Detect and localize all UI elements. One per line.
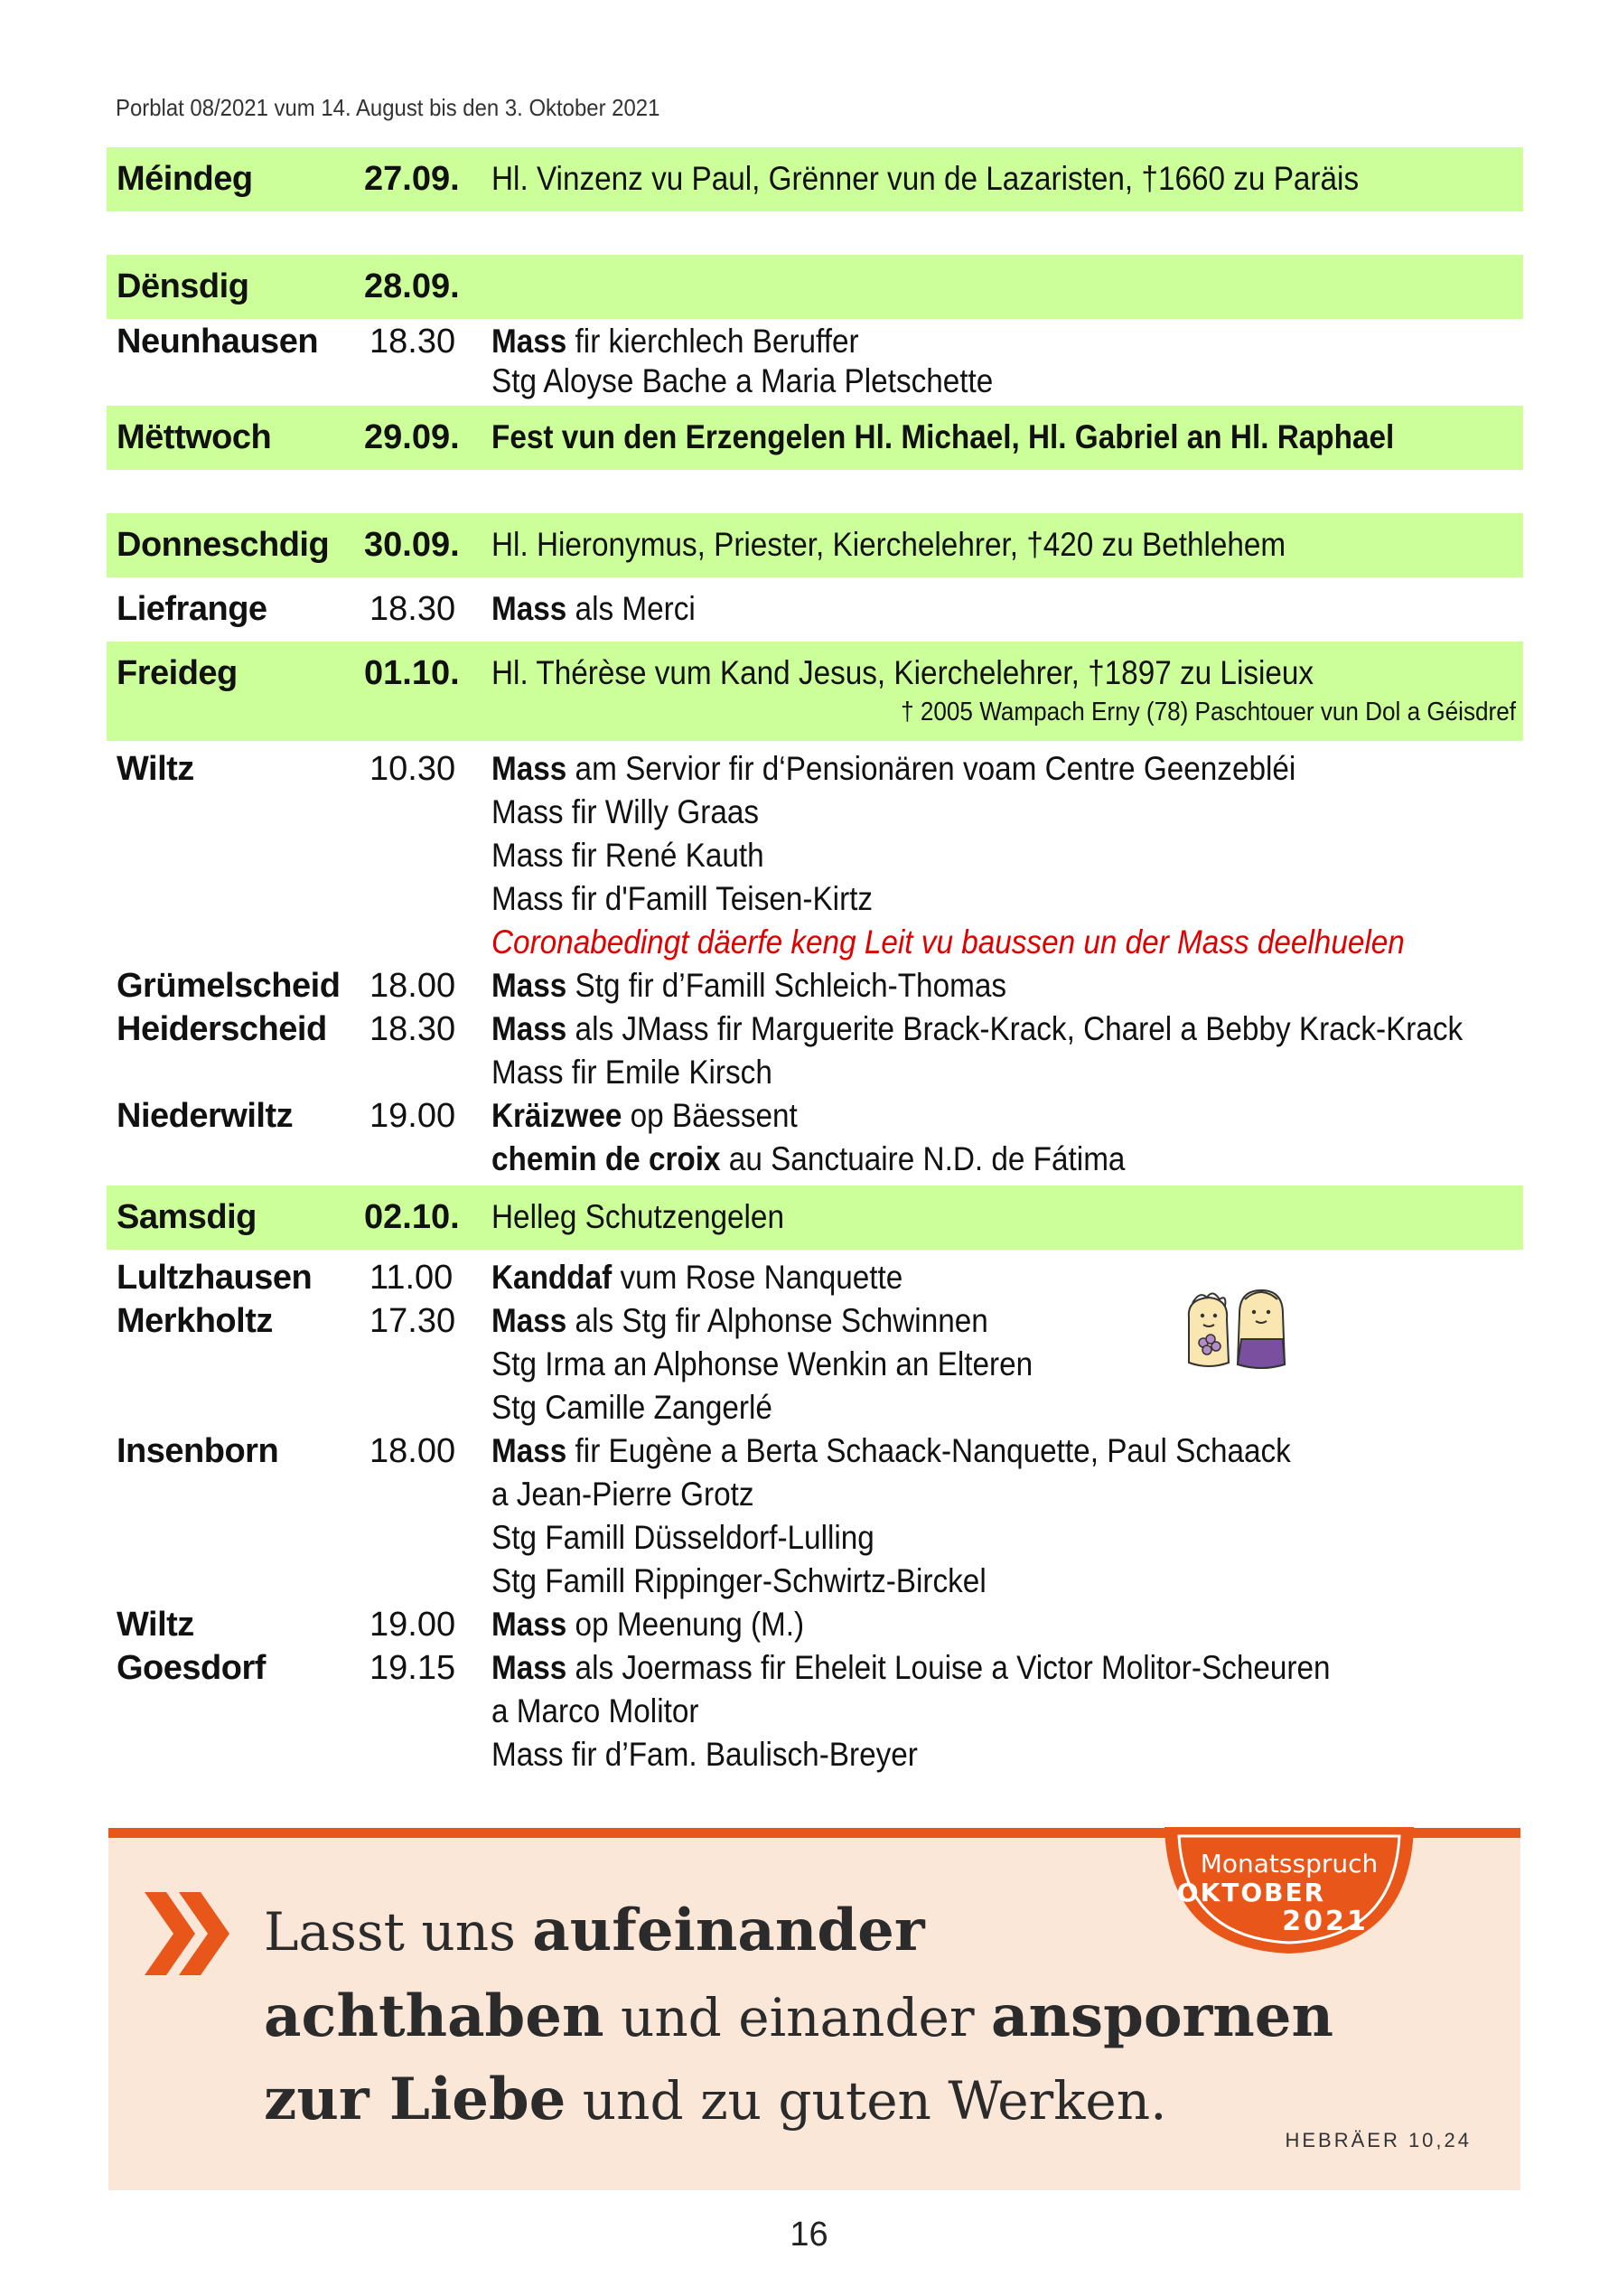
stamp-month: OKTOBER — [1176, 1878, 1326, 1907]
day-feast: Helleg Schutzengelen — [491, 1198, 784, 1235]
event-extra-row — [107, 362, 1523, 406]
figure-left — [1189, 1293, 1229, 1366]
event-place: Grümelscheid — [117, 967, 341, 1005]
event-time: 11.00 — [369, 1259, 454, 1297]
event-label: Mass — [491, 590, 567, 627]
event-row — [107, 319, 1523, 362]
verse-source: HEBRÄER 10,24 — [1285, 2129, 1472, 2151]
event-place: Goesdorf — [117, 1649, 266, 1687]
event-desc — [491, 967, 1006, 1005]
event-desc — [491, 1140, 1125, 1178]
event-row — [107, 1429, 1523, 1472]
day-date: 27.09. — [364, 160, 460, 198]
event-extra: Mass fir René Kauth — [491, 837, 764, 874]
verse-text: und einander — [603, 1987, 992, 2048]
event-text: fir kierchlech Beruffer — [566, 323, 859, 360]
day-row-mondeg — [107, 147, 1523, 211]
event-place: Merkholtz — [117, 1302, 273, 1340]
event-extra: Mass fir Willy Graas — [491, 793, 760, 830]
event-extra-row — [107, 1689, 1523, 1732]
verse-emphasis: achthaben — [264, 1982, 604, 2050]
event-label: Mass — [491, 1432, 567, 1469]
verse-line-2 — [264, 1982, 1333, 2050]
event-extra-row — [107, 833, 1523, 876]
verse-text: Lasst uns — [264, 1901, 533, 1963]
event-time: 19.15 — [369, 1649, 456, 1687]
corona-warning: Coronabedingt däerfe keng Leit vu baussen un der Mass deelhuelen — [491, 923, 1405, 961]
figure-right — [1238, 1290, 1285, 1368]
event-text: au Sanctuaire N.D. de Fátima — [720, 1140, 1126, 1177]
event-text: als Merci — [566, 590, 696, 627]
event-extra: Stg Famill Rippinger-Schwirtz-Birckel — [491, 1562, 987, 1599]
day-date: 30.09. — [364, 526, 460, 564]
event-text: als JMass fir Marguerite Brack-Krack, Charel a Bebby Krack-Krack — [566, 1010, 1464, 1047]
day-date: 29.09. — [364, 418, 460, 456]
event-extra: a Marco Molitor — [491, 1692, 699, 1729]
event-desc — [491, 1649, 1331, 1687]
verse-emphasis: aufeinander — [532, 1897, 925, 1964]
day-row-mettwoch — [107, 406, 1523, 470]
event-place: Wiltz — [117, 750, 194, 788]
event-label: Mass — [491, 323, 567, 360]
page-number: 16 — [790, 2216, 828, 2254]
event-time: 18.30 — [369, 590, 456, 628]
event-place: Lultzhausen — [117, 1259, 313, 1297]
event-extra: Stg Camille Zangerlé — [491, 1389, 772, 1426]
event-extra: Mass fir Emile Kirsch — [491, 1054, 772, 1091]
event-time: 19.00 — [369, 1097, 456, 1135]
event-place: Niederwiltz — [117, 1097, 294, 1135]
event-text: als Stg fir Alphonse Schwinnen — [566, 1302, 988, 1339]
event-extra: Mass fir d’Fam. Baulisch-Breyer — [491, 1736, 918, 1773]
event-extra-row — [107, 1137, 1523, 1185]
event-desc — [491, 1432, 1291, 1470]
day-row-samsdig — [107, 1185, 1523, 1250]
day-name: Méindeg — [117, 160, 253, 198]
day-feast: Hl. Vinzenz vu Paul, Grënner vun de Lazaristen, †1660 zu Paräis — [491, 160, 1360, 197]
event-time: 18.30 — [369, 1010, 456, 1048]
event-extra-row — [107, 1472, 1523, 1515]
day-name: Donneschdig — [117, 526, 330, 564]
day-row-donneschdig — [107, 513, 1523, 577]
schedule — [107, 147, 1523, 1776]
event-extra-row — [107, 876, 1523, 920]
day-row-freideg — [107, 642, 1523, 741]
event-row — [107, 741, 1523, 790]
event-time: 10.30 — [369, 750, 456, 788]
event-extra-row — [107, 1385, 1523, 1429]
verse-emphasis: anspornen — [991, 1982, 1333, 2050]
event-label: Mass — [491, 1606, 567, 1643]
event-label: Mass — [491, 1649, 567, 1686]
day-name: Samsdig — [117, 1198, 257, 1236]
event-extra: a Jean-Pierre Grotz — [491, 1476, 754, 1513]
event-row — [107, 1645, 1523, 1689]
event-extra-row — [107, 1515, 1523, 1559]
day-name: Dënsdig — [117, 267, 249, 305]
event-extra-row — [107, 1050, 1523, 1093]
event-desc — [491, 1097, 798, 1135]
event-label: chemin de croix — [491, 1140, 721, 1177]
event-text: fir Eugène a Berta Schaack-Nanquette, Paul Schaack — [566, 1432, 1291, 1469]
day-date: 02.10. — [364, 1198, 460, 1236]
event-text: op Bäessent — [622, 1097, 798, 1134]
day-feast: Fest vun den Erzengelen Hl. Michael, Hl. Gabriel an Hl. Raphael — [491, 418, 1395, 455]
event-desc — [491, 1606, 804, 1644]
event-extra-row — [107, 790, 1523, 833]
event-place: Heiderscheid — [117, 1010, 327, 1048]
event-extra: Mass fir d'Famill Teisen-Kirtz — [491, 880, 874, 917]
event-label: Mass — [491, 1302, 567, 1339]
event-extra: Stg Aloyse Bache a Maria Pletschette — [491, 362, 994, 399]
event-time: 18.00 — [369, 967, 456, 1005]
day-feast: Hl. Hieronymus, Priester, Kierchelehrer, †420 zu Bethlehem — [491, 526, 1286, 563]
monatsspruch-stamp — [1161, 1827, 1417, 1964]
event-row — [107, 1093, 1523, 1137]
death-note: † 2005 Wampach Erny (78) Paschtouer vun Dol a Géisdref — [901, 698, 1516, 726]
page-header: Porblat 08/2021 vum 14. August bis den 3. Oktober 2021 — [116, 94, 660, 121]
event-extra: Stg Famill Düsseldorf-Lulling — [491, 1519, 874, 1556]
day-row-densdig — [107, 255, 1523, 319]
event-desc — [491, 590, 696, 628]
event-label: Kanddaf — [491, 1259, 613, 1296]
event-place: Liefrange — [117, 590, 267, 628]
event-label: Kräizwee — [491, 1097, 622, 1134]
event-text: Stg fir d’Famill Schleich-Thomas — [566, 967, 1006, 1004]
verse-text: und zu guten Werken. — [566, 2070, 1167, 2132]
event-label: Mass — [491, 750, 567, 787]
event-time: 17.30 — [369, 1302, 456, 1340]
event-time: 18.30 — [369, 323, 456, 361]
event-desc — [491, 1010, 1463, 1048]
event-extra-row — [107, 1342, 1523, 1385]
event-text: als Joermass fir Eheleit Louise a Victor Molitor-Scheuren — [566, 1649, 1331, 1686]
day-name: Freideg — [117, 654, 238, 692]
day-name: Mëttwoch — [117, 418, 272, 456]
event-row — [107, 1298, 1523, 1342]
event-text: op Meenung (M.) — [566, 1606, 805, 1643]
verse-emphasis: zur Liebe — [264, 2066, 566, 2133]
event-label: Mass — [491, 967, 567, 1004]
event-extra: Stg Irma an Alphonse Wenkin an Elteren — [491, 1345, 1033, 1382]
stamp-label: Monatsspruch — [1200, 1849, 1379, 1879]
event-row — [107, 1602, 1523, 1645]
day-date: 28.09. — [364, 267, 460, 305]
event-extra-row — [107, 1559, 1523, 1602]
event-time: 18.00 — [369, 1432, 456, 1470]
event-time: 19.00 — [369, 1606, 456, 1644]
event-row — [107, 1007, 1523, 1050]
event-text: am Servior fir d‘Pensionären voam Centre Geenzebléi — [566, 750, 1296, 787]
stamp-year: 2021 — [1282, 1906, 1369, 1937]
verse-line-1 — [264, 1897, 925, 1964]
event-place: Neunhausen — [117, 323, 319, 361]
event-row — [107, 963, 1523, 1007]
day-feast: Hl. Thérèse vum Kand Jesus, Kierchelehrer, †1897 zu Lisieux — [491, 654, 1314, 691]
event-row — [107, 1250, 1523, 1298]
day-date: 01.10. — [364, 654, 460, 692]
event-extra-row — [107, 920, 1523, 963]
event-desc — [491, 1259, 903, 1297]
event-text: vum Rose Nanquette — [612, 1259, 903, 1296]
event-label: Mass — [491, 1010, 567, 1047]
verse-line-3 — [264, 2066, 1167, 2133]
event-place: Wiltz — [117, 1606, 194, 1644]
event-desc — [491, 750, 1295, 788]
event-extra-row — [107, 1732, 1523, 1776]
baptism-figures-illustration — [1176, 1283, 1294, 1373]
double-chevron-icon — [141, 1888, 240, 1979]
event-desc — [491, 1302, 988, 1340]
event-place: Insenborn — [117, 1432, 279, 1470]
event-row — [107, 577, 1523, 642]
event-desc — [491, 323, 859, 361]
monthly-verse-banner — [108, 1838, 1520, 2190]
